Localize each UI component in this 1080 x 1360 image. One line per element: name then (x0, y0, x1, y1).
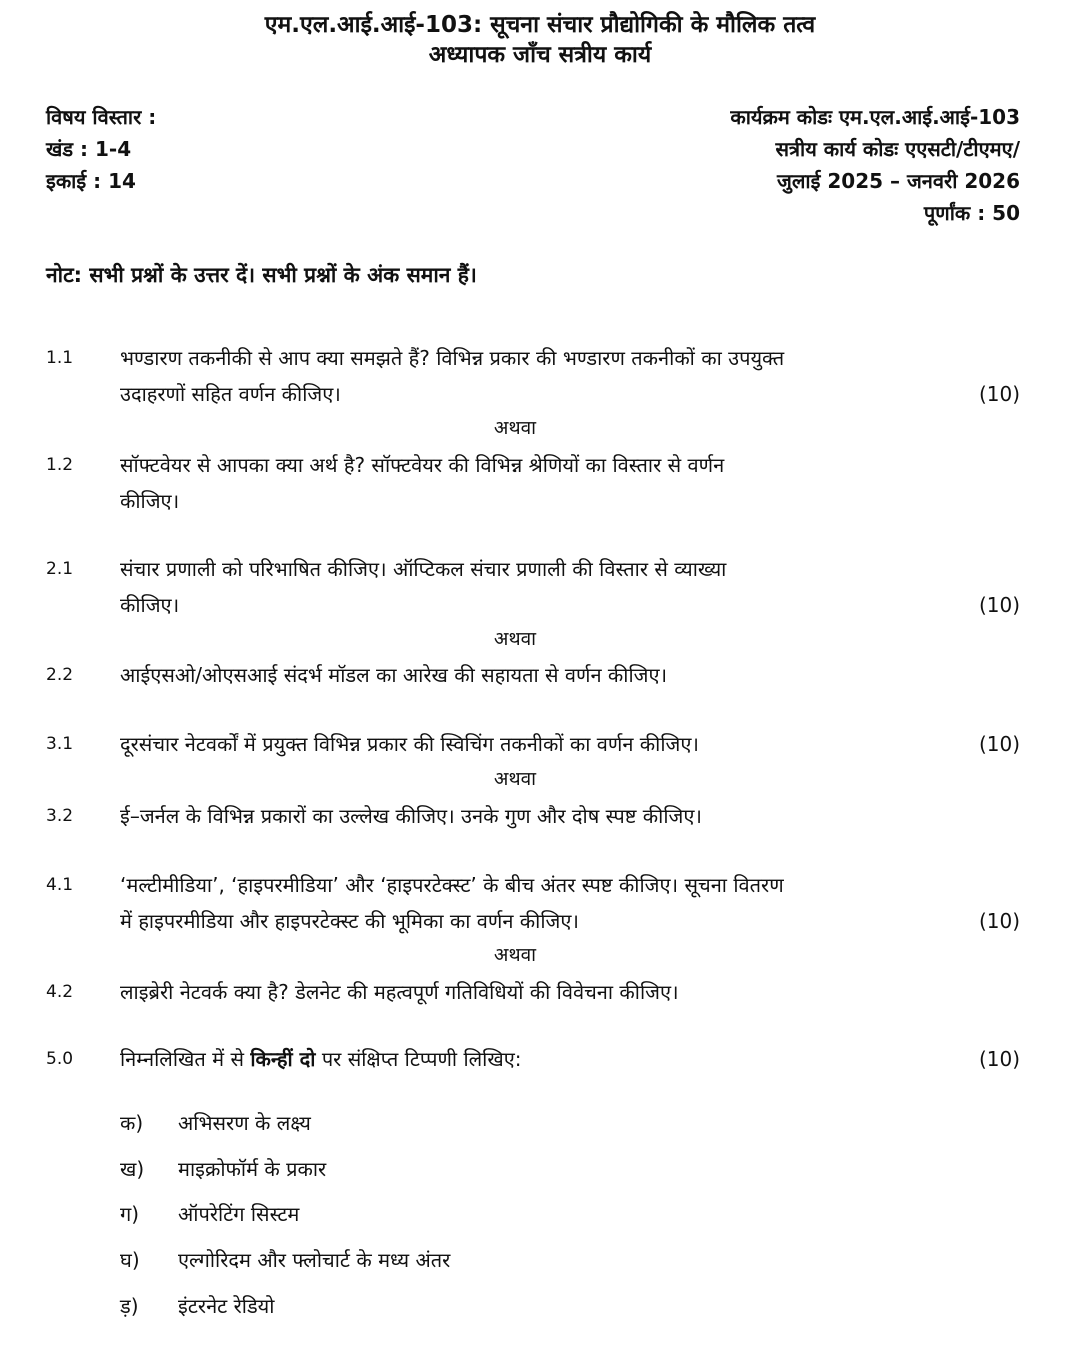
question-text-pre: निम्नलिखित में से (120, 1047, 244, 1071)
question-marks: (10) (978, 909, 1020, 933)
max-marks: पूर्णांक : 50 (923, 201, 1020, 225)
question-marks: (10) (978, 1047, 1020, 1071)
subpart-label: ग) (120, 1202, 140, 1226)
or-separator: अथवा (493, 628, 537, 650)
assignment-title: अध्यापक जाँच सत्रीय कार्य (428, 42, 652, 68)
question-number: 2.1 (46, 559, 74, 579)
subpart-item (120, 1289, 274, 1323)
subpart-label: ख) (120, 1157, 145, 1181)
subpart-text: इंटरनेट रेडियो (178, 1294, 275, 1318)
question-text: भण्डारण तकनीकी से आप क्या समझते हैं? विभिन्न प्रकार की भण्डारण तकनीकों का उपयुक्त (120, 346, 785, 370)
question-number: 1.1 (46, 348, 74, 368)
question-text: संचार प्रणाली को परिभाषित कीजिए। ऑप्टिकल संचार प्रणाली की विस्तार से व्याख्या (120, 557, 727, 581)
question-number: 4.2 (46, 982, 74, 1002)
subpart-text: अभिसरण के लक्ष्य (178, 1111, 311, 1135)
subpart-text: एल्गोरिदम और फ्लोचार्ट के मध्य अंतर (178, 1248, 451, 1272)
question-text: लाइब्रेरी नेटवर्क क्या है? डेलनेट की महत्वपूर्ण गतिविधियों की विवेचना कीजिए। (120, 980, 679, 1004)
meta-left (46, 101, 156, 197)
assignment-code: सत्रीय कार्य कोडः एएसटी/टीएमए/ (775, 137, 1020, 161)
question-number: 3.2 (46, 806, 74, 826)
meta-right (730, 101, 1020, 229)
instruction-note: नोट: सभी प्रश्नों के उत्तर दें। सभी प्रश्नों के अंक समान हैं। (46, 263, 477, 287)
question-number: 4.1 (46, 875, 74, 895)
block-info: खंड : 1-4 (46, 137, 132, 161)
subpart-label: ड़) (120, 1294, 139, 1318)
question-text: सॉफ्टवेयर से आपका क्या अर्थ है? सॉफ्टवेयर की विभिन्न श्रेणियों का विस्तार से वर्णन (120, 453, 725, 477)
question-text-post: पर संक्षिप्त टिप्पणी लिखिए: (321, 1047, 522, 1071)
question-text: ई–जर्नल के विभिन्न प्रकारों का उल्लेख कीजिए। उनके गुण और दोष स्पष्ट कीजिए। (120, 804, 702, 828)
subpart-item (120, 1152, 326, 1186)
or-separator: अथवा (493, 768, 537, 790)
question-text: में हाइपरमीडिया और हाइपरटेक्स्ट की भूमिका का वर्णन कीजिए। (120, 909, 579, 933)
question-text: कीजिए। (120, 489, 180, 513)
program-code: कार्यक्रम कोडः एम.एल.आई.आई-103 (730, 105, 1020, 129)
course-title: एम.एल.आई.आई-103: सूचना संचार प्रौद्योगिकी के मौलिक तत्व (264, 12, 816, 38)
question-text: दूरसंचार नेटवर्कों में प्रयुक्त विभिन्न प्रकार की स्विचिंग तकनीकों का वर्णन कीजिए। (120, 732, 700, 756)
question-text (120, 1041, 980, 1077)
subpart-item (120, 1197, 299, 1231)
subpart-item (120, 1106, 311, 1140)
or-separator: अथवा (493, 417, 537, 439)
question-marks: (10) (978, 732, 1020, 756)
or-separator: अथवा (493, 944, 537, 966)
subject-label: विषय विस्तार : (46, 105, 157, 129)
question-number: 1.2 (46, 455, 74, 475)
subpart-label: क) (120, 1111, 144, 1135)
question-text-emphasis: किन्हीं दो (250, 1047, 316, 1071)
question-number: 5.0 (46, 1049, 74, 1069)
question-text: कीजिए। (120, 593, 180, 617)
subpart-label: घ) (120, 1248, 140, 1272)
question-text: आईएसओ/ओएसआई संदर्भ मॉडल का आरेख की सहायता से वर्णन कीजिए। (120, 663, 668, 687)
question-number: 3.1 (46, 734, 74, 754)
subpart-text: माइक्रोफॉर्म के प्रकार (178, 1157, 327, 1181)
subpart-item (120, 1243, 450, 1277)
question-text: उदाहरणों सहित वर्णन कीजिए। (120, 382, 341, 406)
session: जुलाई 2025 – जनवरी 2026 (777, 169, 1020, 193)
question-marks: (10) (978, 593, 1020, 617)
unit-info: इकाई : 14 (46, 169, 136, 193)
subpart-text: ऑपरेटिंग सिस्टम (178, 1202, 300, 1226)
question-text: ‘मल्टीमीडिया’, ‘हाइपरमीडिया’ और ‘हाइपरटेक्स्ट’ के बीच अंतर स्पष्ट कीजिए। सूचना वितरण (120, 873, 784, 897)
question-number: 2.2 (46, 665, 74, 685)
question-marks: (10) (978, 382, 1020, 406)
